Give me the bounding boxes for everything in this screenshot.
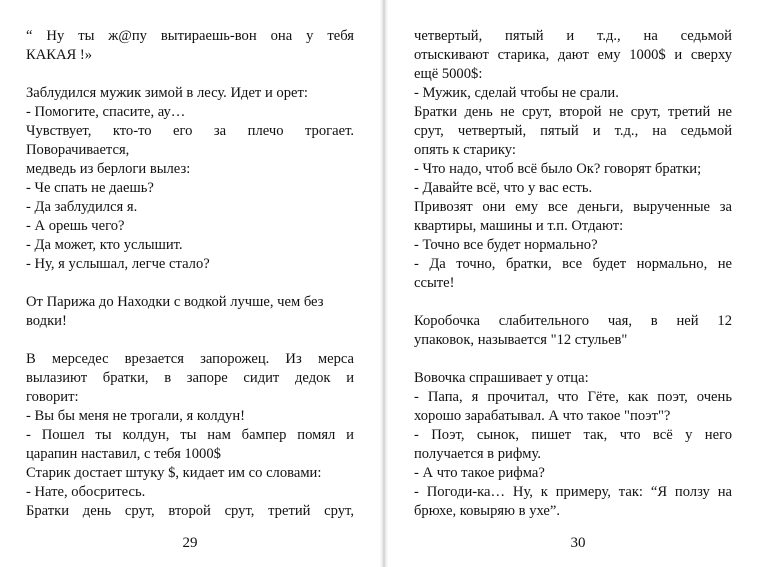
text-line: Братки день не срут, второй не срут, третий не (414, 104, 732, 120)
text-line: - Да заблудился я. (26, 199, 138, 215)
text-line: - А что такое рифма? (414, 465, 545, 481)
text-line: Братки день срут, второй срут, третий срут, (26, 503, 354, 519)
text-line: Старик достает штуку $, кидает им со словами: (26, 465, 322, 481)
text-line: “ Ну ты ж@пу вытираешь-вон она у тебя (26, 28, 354, 44)
text-line: вылазиют братки, в запоре сидит дедок и (26, 370, 354, 386)
text-line: - А орешь чего? (26, 218, 125, 234)
text-line (26, 65, 354, 84)
text-line: - Да может, кто услышит. (26, 237, 183, 253)
text-line: - Папа, я прочитал, что Гёте, как поэт, очень (414, 389, 732, 405)
left-page-text (26, 27, 354, 521)
text-line: Поворачивается, (26, 142, 130, 158)
text-line (26, 274, 354, 293)
text-line: Заблудился мужик зимой в лесу. Идет и орет: (26, 85, 308, 101)
text-line: - Поэт, сынок, пишет так, что всё у него (414, 427, 732, 443)
text-line (414, 350, 732, 369)
text-line: четвертый, пятый и т.д., на седьмой (414, 28, 732, 44)
text-line: Вовочка спрашивает у отца: (414, 370, 589, 386)
text-line (414, 293, 732, 312)
text-line: говорит: (26, 389, 79, 405)
text-line: медведь из берлоги вылез: (26, 161, 191, 177)
text-line: Коробочка слабительного чая, в ней 12 (414, 313, 732, 329)
text-line: Привозят они ему все деньги, вырученные за (414, 199, 732, 215)
text-line: - Давайте всё, что у вас есть. (414, 180, 593, 196)
right-page-number: 30 (570, 535, 586, 551)
right-page (388, 0, 768, 567)
text-line: - Что надо, чтоб всё было Ок? говорят братки; (414, 161, 702, 177)
text-line: - Че спать не даешь? (26, 180, 154, 196)
text-line: брюхе, ковыряю в ухе”. (414, 503, 561, 519)
text-line: ссыте! (414, 275, 455, 291)
book-gutter (380, 0, 388, 567)
text-line: Чувствует, кто-то его за плечо трогает. (26, 123, 354, 139)
text-line: опять к старику: (414, 142, 516, 158)
text-line: хорошо зарабатывал. А что такое "поэт"? (414, 408, 671, 424)
text-line: квартиры, машины и т.п. Отдают: (414, 218, 624, 234)
text-line: - Точно все будет нормально? (414, 237, 598, 253)
text-line: водки! (26, 313, 67, 329)
left-page (0, 0, 380, 567)
text-line: В мерседес врезается запорожец. Из мерса (26, 351, 354, 367)
text-line: царапин наставил, с тебя 1000$ (26, 446, 221, 462)
text-line: - Помогите, спасите, ау… (26, 104, 186, 120)
text-line: отыскивают старика, дают ему 1000$ и сверху (414, 47, 732, 63)
text-line: срут, четвертый, пятый и т.д., на седьмой (414, 123, 732, 139)
text-line (26, 331, 354, 350)
text-line: - Пошел ты колдун, ты нам бампер помял и (26, 427, 354, 443)
text-line: От Парижа до Находки с водкой лучше, чем без (26, 294, 324, 310)
right-page-text (414, 27, 732, 521)
text-line: - Погоди-ка… Ну, к примеру, так: “Я ползу на (414, 484, 732, 500)
left-page-number: 29 (182, 535, 198, 551)
text-line: КАКАЯ !» (26, 47, 93, 63)
text-line: получается в рифму. (414, 446, 542, 462)
text-line: - Вы бы меня не трогали, я колдун! (26, 408, 246, 424)
text-line: ещё 5000$: (414, 66, 483, 82)
text-line: упаковок, называется "12 стульев" (414, 332, 628, 348)
text-line: - Ну, я услышал, легче стало? (26, 256, 210, 272)
text-line: - Нате, обосритесь. (26, 484, 146, 500)
text-line: - Да точно, братки, все будет нормально, не (414, 256, 732, 272)
text-line: - Мужик, сделай чтобы не срали. (414, 85, 619, 101)
